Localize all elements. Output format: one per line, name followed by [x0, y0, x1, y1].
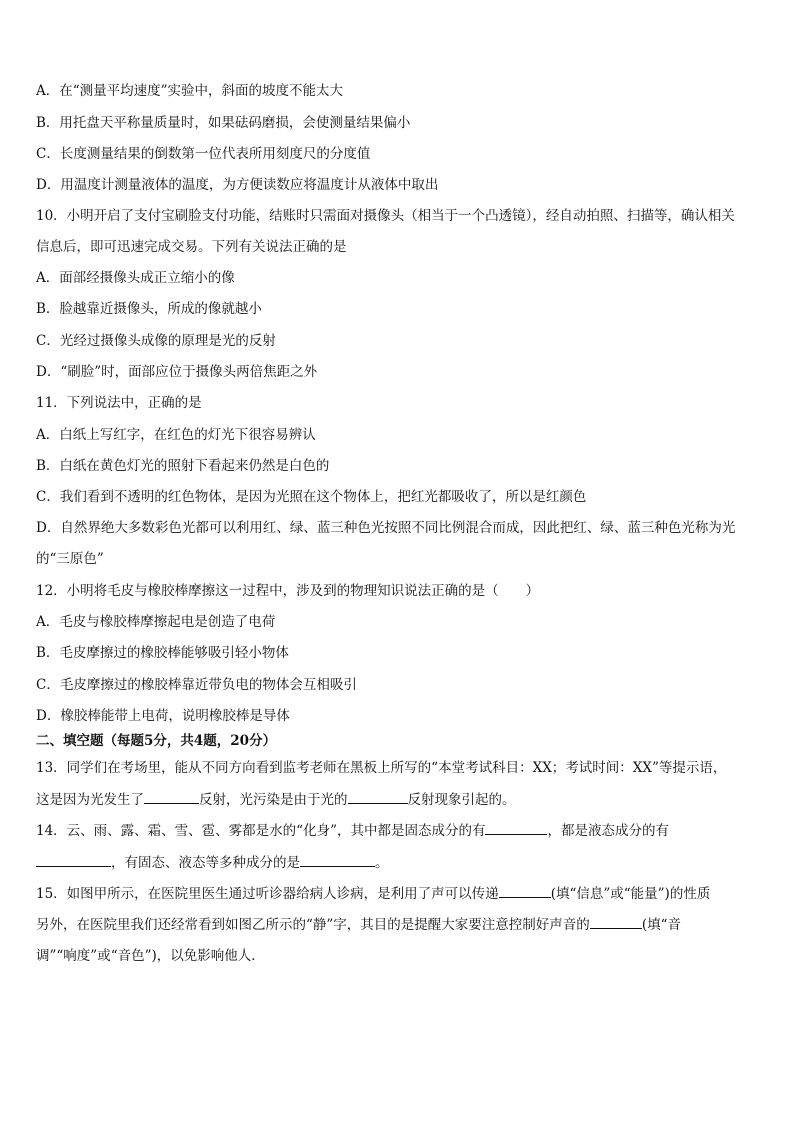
q11-stem: 11．下列说法中，正确的是 [36, 395, 202, 411]
q13-text-a: 这是因为光发生了 [36, 792, 144, 808]
q11-option-a: A．白纸上写红字，在红色的灯光下很容易辨认 [36, 427, 316, 443]
q9-option-c: C．长度测量结果的倒数第一位代表所用刻度尺的分度值 [36, 146, 371, 162]
q15-text-d: (填“音 [641, 917, 681, 933]
q9-option-d: D．用温度计测量液体的温度，为方便读数应将温度计从液体中取出 [36, 177, 439, 193]
q13-line2 [36, 790, 760, 809]
q12-option-c: C．毛皮摩擦过的橡胶棒靠近带负电的物体会互相吸引 [36, 677, 357, 693]
q11-option-b: B．白纸在黄色灯光的照射下看起来仍然是白色的 [36, 458, 330, 474]
q15-line2 [36, 915, 760, 934]
q10-option-c: C．光经过摄像头成像的原理是光的反射 [36, 333, 276, 349]
q10-option-b: B．脸越靠近摄像头，所成的像就越小 [36, 301, 262, 317]
q14-line1 [36, 821, 760, 840]
q13-text-c: 反射现象引起的。 [407, 792, 516, 808]
q9-option-b: B．用托盘天平称量质量时，如果砝码磨损，会使测量结果偏小 [36, 115, 411, 131]
q9-option-a: A．在“测量平均速度”实验中，斜面的坡度不能太大 [36, 83, 344, 99]
q10-stem-line2: 信息后，即可迅速完成交易。下列有关说法正确的是 [36, 239, 347, 255]
q14-text-c: ，有固态、液态等多种成分的是 [111, 855, 300, 871]
q14-text-b: ，都是液态成分的有 [547, 823, 669, 839]
q13-line1: 13．同学们在考场里，能从不同方向看到监考老师在黑板上所写的“本堂考试科目：XX；考试时间：XX”等提示语， [36, 760, 727, 776]
q15-text-b: (填“信息”或“能量”)的性质 [550, 886, 711, 902]
q14-line2 [36, 853, 760, 872]
q10-option-d: D．“刷脸”时，面部应位于摄像头两倍焦距之外 [36, 364, 318, 380]
q13-blank-2[interactable] [348, 790, 408, 804]
section-fill-in-title: 二、填空题（每题5分，共4题，20分） [36, 733, 277, 749]
q15-text-c: 另外，在医院里我们还经常看到如图乙所示的“静”字，其目的是提醒大家要注意控制好声音的 [36, 917, 590, 933]
q14-text-a: 14．云、雨、露、霜、雪、雹、雾都是水的“化身”，其中都是固态成分的有 [36, 823, 486, 839]
q15-line1 [36, 884, 760, 903]
q10-option-a: A．面部经摄像头成正立缩小的像 [36, 270, 235, 286]
q15-blank-2[interactable] [590, 915, 642, 929]
q10-stem-line1: 10．小明开启了支付宝刷脸支付功能，结账时只需面对摄像头（相当于一个凸透镜），经自动拍照、扫描等，确认相关 [36, 208, 735, 224]
q14-blank-3[interactable] [300, 853, 375, 867]
q12-stem: 12．小明将毛皮与橡胶棒摩擦这一过程中，涉及到的物理知识说法正确的是（ ） [36, 583, 540, 599]
q14-blank-1[interactable] [485, 821, 547, 835]
q12-option-a: A．毛皮与橡胶棒摩擦起电是创造了电荷 [36, 614, 276, 630]
q15-blank-1[interactable] [499, 884, 551, 898]
q12-option-b: B．毛皮摩擦过的橡胶棒能够吸引轻小物体 [36, 645, 289, 661]
q14-text-d: 。 [375, 855, 389, 871]
q15-text-a: 15．如图甲所示，在医院里医生通过听诊器给病人诊病，是利用了声可以传递 [36, 886, 499, 902]
q13-blank-1[interactable] [144, 790, 199, 804]
q11-option-d-line1: D．自然界绝大多数彩色光都可以利用红、绿、蓝三种色光按照不同比例混合而成，因此把红、绿、蓝三种色光称为光 [36, 520, 736, 536]
q13-text-b: 反射，光污染是由于光的 [199, 792, 348, 808]
q11-option-c: C．我们看到不透明的红色物体，是因为光照在这个物体上，把红光都吸收了，所以是红颜色 [36, 489, 587, 505]
q11-option-d-line2: 的“三原色” [36, 551, 104, 567]
q14-blank-2[interactable] [36, 853, 111, 867]
q15-line3: 调”“响度”或“音色”)，以免影响他人． [36, 948, 265, 964]
q12-option-d: D．橡胶棒能带上电荷，说明橡胶棒是导体 [36, 708, 290, 724]
